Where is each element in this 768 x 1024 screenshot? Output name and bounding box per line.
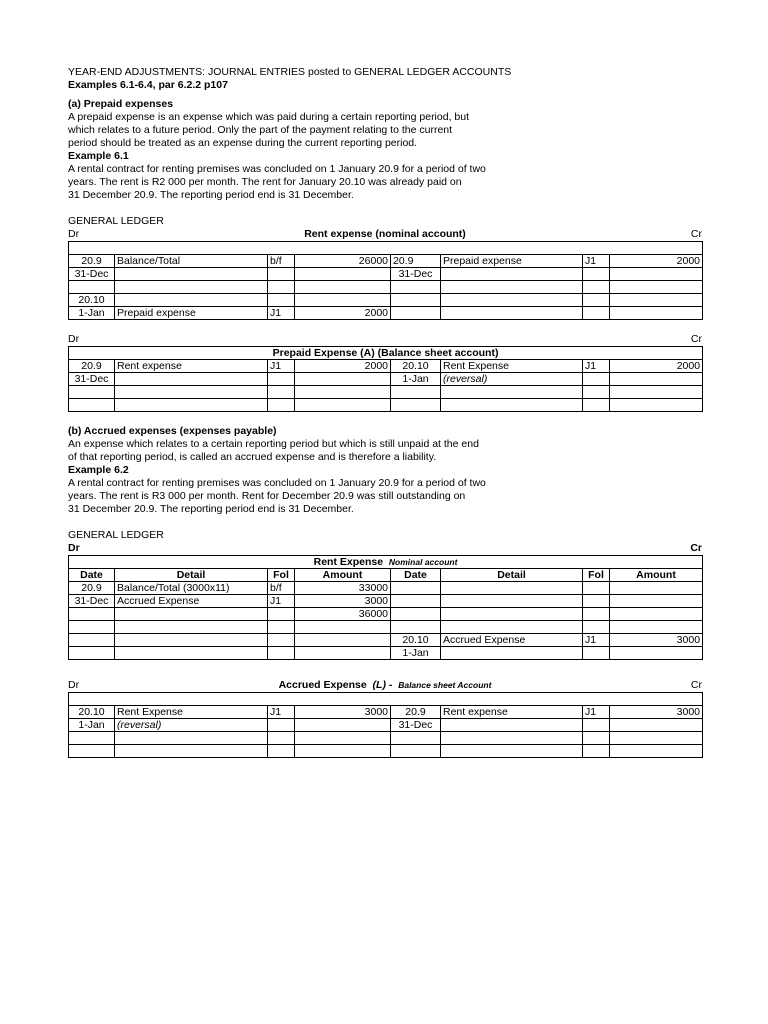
example-6-2-label: Example 6.2	[68, 464, 129, 476]
example-6-1-line-1: A rental contract for renting premises was concluded on 1 January 20.9 for a period of two	[68, 163, 486, 175]
section-a-desc-3: period should be treated as an expense during the current reporting period.	[68, 137, 418, 149]
document-title: YEAR-END ADJUSTMENTS: JOURNAL ENTRIES posted to GENERAL LEDGER ACCOUNTS	[68, 66, 512, 78]
rent-expense-ledger-b	[68, 555, 703, 660]
example-6-2-line-1: A rental contract for renting premises was concluded on 1 January 20.9 for a period of two	[68, 477, 486, 489]
table-row: 20.10 Accrued Expense J1 3000	[69, 634, 703, 647]
example-6-1-label: Example 6.1	[68, 150, 129, 162]
example-6-2-line-3: 31 December 20.9. The reporting period end is 31 December.	[68, 503, 354, 515]
cr-label: Cr	[690, 542, 702, 554]
prepaid-expense-title: Prepaid Expense (A) (Balance sheet account)	[69, 347, 703, 360]
document-subtitle: Examples 6.1-6.4, par 6.2.2 p107	[68, 79, 228, 91]
table-row: 1-Jan	[69, 647, 703, 660]
rent-expense-header	[68, 228, 702, 241]
document-page	[68, 66, 702, 758]
table-row: 20.10	[69, 294, 703, 307]
dr-label: Dr	[68, 679, 80, 691]
cr-label: Cr	[690, 679, 702, 691]
general-ledger-label-a: GENERAL LEDGER	[68, 215, 164, 227]
section-a-heading: (a) Prepaid expenses	[68, 98, 174, 110]
cr-label: Cr	[690, 333, 702, 345]
table-row: 20.9 Balance/Total (3000x11) b/f 33000	[69, 582, 703, 595]
prepaid-expense-ledger	[68, 346, 703, 412]
rent-expense-ledger-a	[68, 241, 703, 320]
section-b-desc-2: of that reporting period, is called an accrued expense and is therefore a liability.	[68, 451, 437, 463]
table-row	[69, 745, 703, 758]
table-row: 36000	[69, 608, 703, 621]
table-row	[69, 732, 703, 745]
table-row: 31-Dec 1-Jan (reversal)	[69, 373, 703, 386]
table-row: 1-Jan Prepaid expense J1 2000	[69, 307, 703, 320]
dr-label: Dr	[68, 333, 80, 345]
section-b-heading: (b) Accrued expenses (expenses payable)	[68, 425, 277, 437]
accrued-expense-header	[68, 679, 702, 692]
rent-expense-b-header	[68, 542, 702, 555]
section-a-desc-2: which relates to a future period. Only the part of the payment relating to the current	[68, 124, 453, 136]
general-ledger-label-b: GENERAL LEDGER	[68, 529, 164, 541]
accrued-expense-title: Accrued Expense (L) - Balance sheet Account	[278, 679, 492, 691]
cr-label: Cr	[690, 228, 702, 240]
table-row: 31-Dec 31-Dec	[69, 268, 703, 281]
table-row: 20.9 Rent expense J1 2000 20.10 Rent Expense J1 2000	[69, 360, 703, 373]
section-a-desc-1: A prepaid expense is an expense which was paid during a certain reporting period, but	[68, 111, 470, 123]
table-row	[69, 281, 703, 294]
rent-expense-b-title: Rent Expense Nominal account	[69, 556, 703, 569]
table-row: 1-Jan (reversal) 31-Dec	[69, 719, 703, 732]
accrued-expense-ledger	[68, 692, 703, 758]
table-row	[69, 621, 703, 634]
dr-label: Dr	[68, 542, 80, 554]
table-row: 20.10 Rent Expense J1 3000 20.9 Rent expense J1 3000	[69, 706, 703, 719]
example-6-2-line-2: years. The rent is R3 000 per month. Rent for December 20.9 was still outstanding on	[68, 490, 466, 502]
dr-label: Dr	[68, 228, 80, 240]
table-row: 31-Dec Accrued Expense J1 3000	[69, 595, 703, 608]
table-row	[69, 386, 703, 399]
table-header-row: Date Detail Fol Amount Date Detail Fol Amount	[69, 569, 703, 582]
rent-expense-title: Rent expense (nominal account)	[304, 228, 466, 240]
table-row: 20.9 Balance/Total b/f 26000 20.9 Prepaid expense J1 2000	[69, 255, 703, 268]
table-row	[69, 399, 703, 412]
example-6-1-line-2: years. The rent is R2 000 per month. The rent for January 20.10 was already paid on	[68, 176, 462, 188]
section-b-desc-1: An expense which relates to a certain reporting period but which is still unpaid at the end	[68, 438, 479, 450]
example-6-1-line-3: 31 December 20.9. The reporting period end is 31 December.	[68, 189, 354, 201]
prepaid-expense-header	[68, 333, 702, 346]
